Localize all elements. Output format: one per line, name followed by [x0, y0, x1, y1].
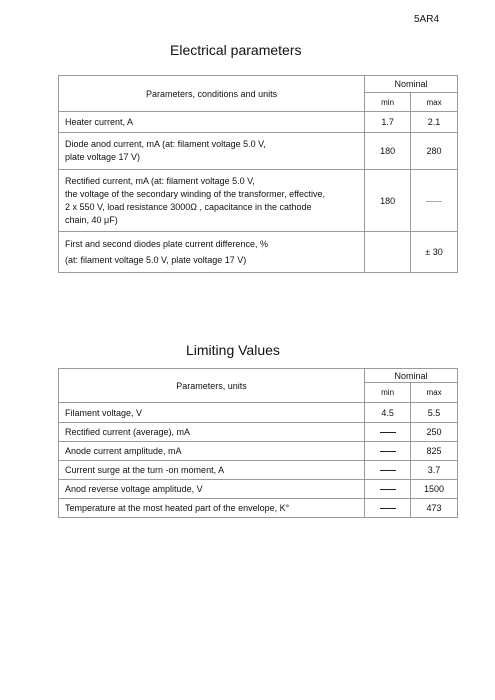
row-label: Rectified current (average), mA	[59, 423, 365, 442]
row-label	[59, 170, 365, 232]
column-header-nominal: Nominal	[365, 76, 458, 93]
row-label-condition: (at: filament voltage 5.0 V,	[162, 139, 266, 149]
table-row	[59, 112, 458, 133]
row-label	[59, 133, 365, 170]
column-header-nominal: Nominal	[365, 369, 458, 383]
column-header-parameters: Parameters, conditions and units	[59, 76, 365, 112]
dash-placeholder	[380, 508, 396, 509]
table-row	[59, 403, 458, 423]
dash-placeholder	[380, 489, 396, 490]
row-min: 4.5	[365, 403, 411, 423]
row-max: 2.1	[411, 112, 458, 133]
table-row	[59, 442, 458, 461]
row-label: Anode current amplitude, mA	[59, 442, 365, 461]
row-min: 180	[365, 133, 411, 170]
row-label: Anod reverse voltage amplitude, V	[59, 480, 365, 499]
row-max: 5.5	[411, 403, 458, 423]
row-max: 825	[411, 442, 458, 461]
table-row	[59, 232, 458, 273]
limiting-values-title: Limiting Values	[186, 342, 280, 358]
row-max: 280	[411, 133, 458, 170]
column-header-max: max	[411, 93, 458, 112]
electrical-parameters-title: Electrical parameters	[170, 42, 302, 58]
row-label-line1: First and second diodes plate current difference, %	[65, 239, 268, 249]
row-label-line3: 2 x 550 V, load resistance 3000Ω , capacitance in the cathode	[65, 201, 312, 212]
table-row	[59, 133, 458, 170]
row-max: 473	[411, 499, 458, 518]
row-label-line2: (at: filament voltage 5.0 V, plate voltage 17 V)	[65, 255, 247, 265]
row-label: Heater current, A	[59, 112, 365, 133]
row-label-line4: chain, 40 μF)	[65, 214, 118, 225]
table-row	[59, 170, 458, 232]
row-min: 1.7	[365, 112, 411, 133]
row-min	[365, 480, 411, 499]
column-header-max: max	[411, 383, 458, 403]
row-min	[365, 442, 411, 461]
dash-placeholder	[380, 451, 396, 452]
row-max: 250	[411, 423, 458, 442]
row-max: ± 30	[411, 232, 458, 273]
document-code: 5AR4	[414, 14, 440, 25]
row-label	[59, 232, 365, 273]
dash-placeholder	[426, 201, 442, 202]
row-label-line2: plate voltage 17 V)	[65, 152, 141, 162]
row-max	[411, 170, 458, 232]
row-min	[365, 423, 411, 442]
column-header-parameters: Parameters, units	[59, 369, 365, 403]
row-max: 1500	[411, 480, 458, 499]
table-row	[59, 480, 458, 499]
limiting-values-table	[58, 368, 458, 518]
row-label-main: Rectified current, mA	[65, 175, 149, 186]
row-min: 180	[365, 170, 411, 232]
table-row	[59, 423, 458, 442]
row-max: 3.7	[411, 461, 458, 480]
row-label: Filament voltage, V	[59, 403, 365, 423]
column-header-min: min	[365, 93, 411, 112]
row-min	[365, 499, 411, 518]
table-row	[59, 461, 458, 480]
row-min	[365, 232, 411, 273]
row-label-condition: (at: filament voltage 5.0 V,	[151, 175, 255, 186]
row-label: Temperature at the most heated part of the envelope, K°	[59, 499, 365, 518]
column-header-min: min	[365, 383, 411, 403]
table-row	[59, 499, 458, 518]
dash-placeholder	[380, 470, 396, 471]
dash-placeholder	[380, 432, 396, 433]
row-label-line2: the voltage of the secondary winding of the transformer, effective,	[65, 188, 325, 199]
row-label: Current surge at the turn -on moment, A	[59, 461, 365, 480]
electrical-parameters-table	[58, 75, 458, 273]
row-min	[365, 461, 411, 480]
row-label-main: Diode anod current, mA	[65, 139, 160, 149]
